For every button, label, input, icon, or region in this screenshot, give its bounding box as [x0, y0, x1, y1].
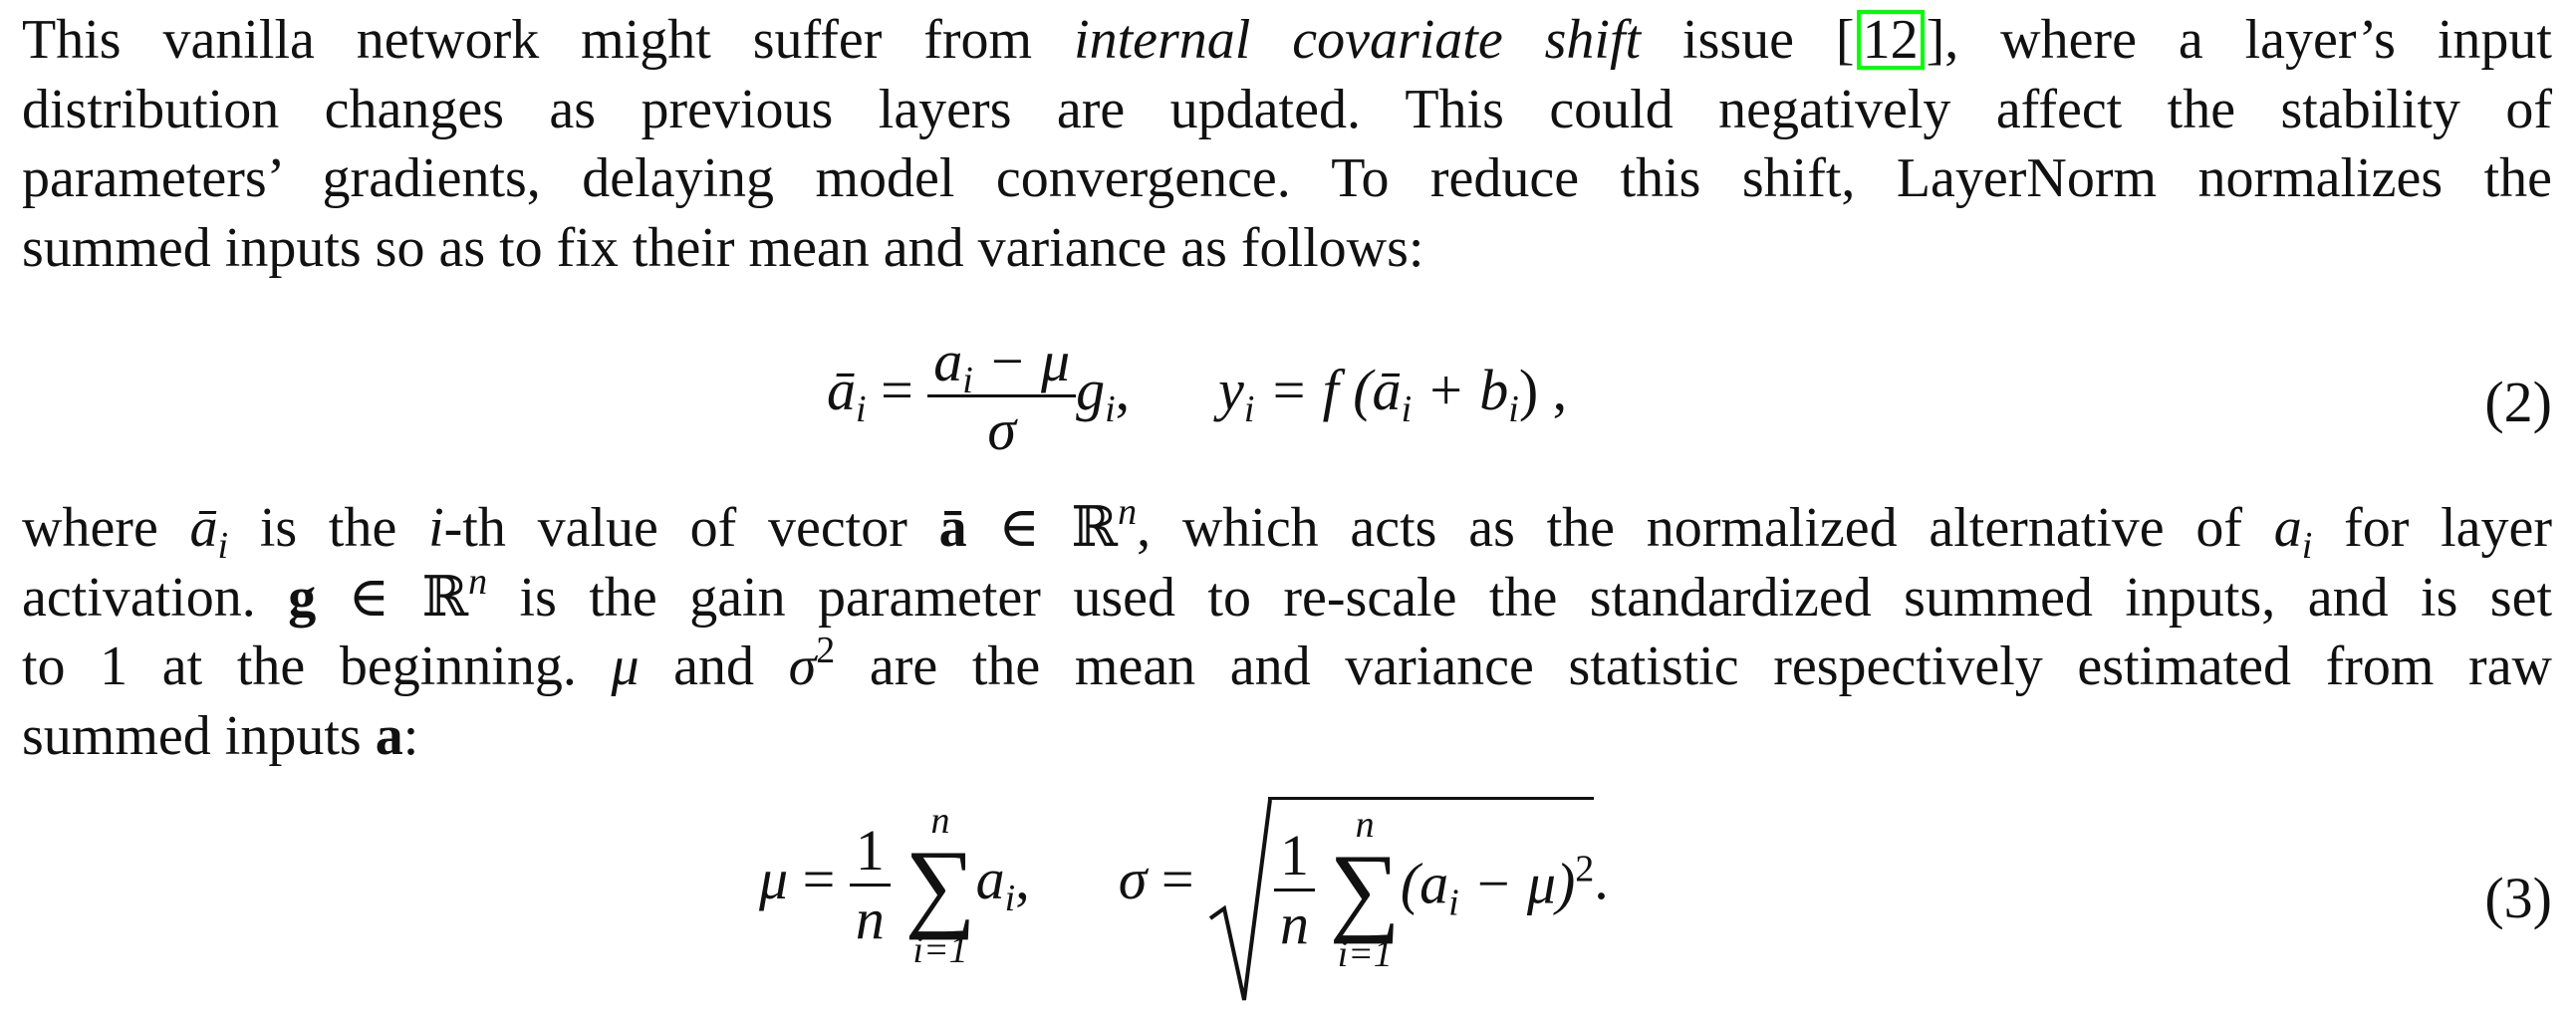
- square-root: [1208, 797, 1594, 973]
- text-line: parameters’ gradients, delaying model convergence. To reduce this shift, LayerNorm normalizes the: [22, 147, 2552, 209]
- paragraph-internal-covariate-shift: [22, 0, 2552, 283]
- mean-symbol: μ: [759, 846, 789, 911]
- paper-page: [22, 0, 2553, 975]
- equation-2-body: $ā_i$ = $\frac{a_i - \mu}{\sigma}$ $g_i$, $y_i = f$ $(ā_i + b_i)$ ,: [827, 329, 1568, 462]
- text-line: [22, 6, 2552, 76]
- equation-number: (3): [2484, 866, 2552, 930]
- text-line: where $ā_i$ is the i-th value of vector ā ∈ ℝ$^n$, which acts as the normalized alternative of $a_i$ for layer: [22, 491, 2553, 567]
- numerator: $a_i - \mu$: [927, 329, 1076, 397]
- equation-number: (2): [2484, 370, 2552, 434]
- text-line: distribution changes as previous layers are updated. This could negatively affect the stability of: [22, 78, 2552, 140]
- text-span: issue [: [1641, 9, 1855, 71]
- fraction: [927, 329, 1076, 463]
- radicand: $\frac{1}{n}$ n ∑ i=1 $(a_i - \mu)^2$: [1268, 797, 1594, 973]
- text-span: This vanilla network might suffer from: [22, 9, 1075, 71]
- radical-icon: [1208, 797, 1272, 1006]
- paragraph-gain-parameter: [22, 491, 2553, 771]
- summation: n ∑ i=1: [1329, 804, 1401, 975]
- fraction: $\frac{1}{n}$: [1274, 823, 1315, 957]
- text-line: summed inputs a:: [22, 704, 419, 767]
- gain-symbol: g: [1076, 357, 1106, 422]
- equation-3-body: μ = $\frac{1}{n}$ n ∑ i=1 $a_i$, σ = $\frac{1}{n}$ n ∑ i=1 $(a_i - \mu)^2$.: [759, 797, 1609, 973]
- citation-link[interactable]: 12: [1857, 10, 1925, 70]
- denominator: σ: [987, 397, 1016, 462]
- text-line: activation. g ∈ ℝ$^n$ is the gain parameter used to re-scale the standardized summed inputs, and is set: [22, 560, 2553, 629]
- output-symbol: y: [1218, 357, 1244, 422]
- emphasis-term: internal covariate shift: [1074, 9, 1642, 71]
- text-span: ], where a layer’s input: [1926, 9, 2552, 71]
- summation: n ∑ i=1: [904, 799, 976, 971]
- abar-symbol: ā: [827, 357, 856, 422]
- text-line: to 1 at the beginning. μ and $\sigma^2$ are the mean and variance statistic respectively estimated from raw: [22, 630, 2552, 697]
- fraction: $\frac{1}{n}$: [850, 818, 891, 952]
- std-symbol: σ: [1118, 846, 1148, 911]
- text-line: summed inputs so as to fix their mean and variance as follows:: [22, 216, 1424, 279]
